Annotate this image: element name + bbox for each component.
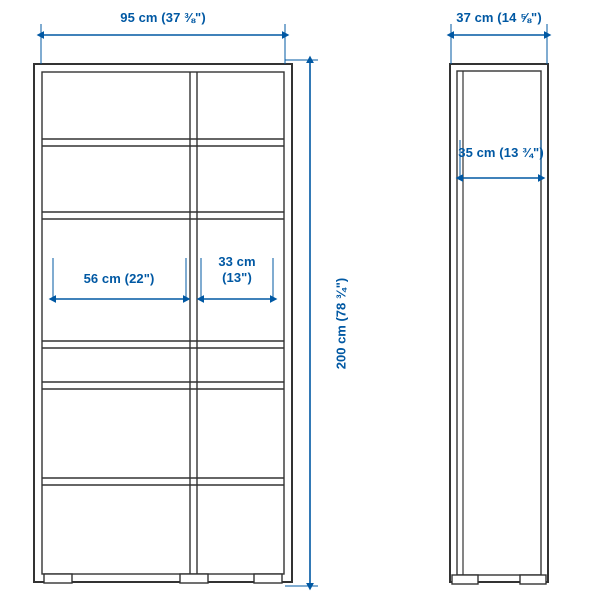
label-right-column-width-line1: 33 cm — [218, 254, 256, 269]
front-view-shelf — [34, 64, 292, 583]
side-view-shelf — [450, 64, 548, 584]
label-left-column-width: 56 cm (22") — [83, 271, 155, 286]
label-front-total-width: 95 cm (37 ⅜") — [120, 10, 206, 25]
label-right-column-width-line2: (13") — [222, 270, 252, 285]
label-right-column-width — [201, 254, 273, 286]
label-front-total-height: 200 cm (78 ¾") — [333, 277, 349, 370]
label-side-total-depth: 37 cm (14 ⅝") — [456, 10, 542, 25]
label-side-inner-depth: 35 cm (13 ¾") — [458, 145, 544, 160]
